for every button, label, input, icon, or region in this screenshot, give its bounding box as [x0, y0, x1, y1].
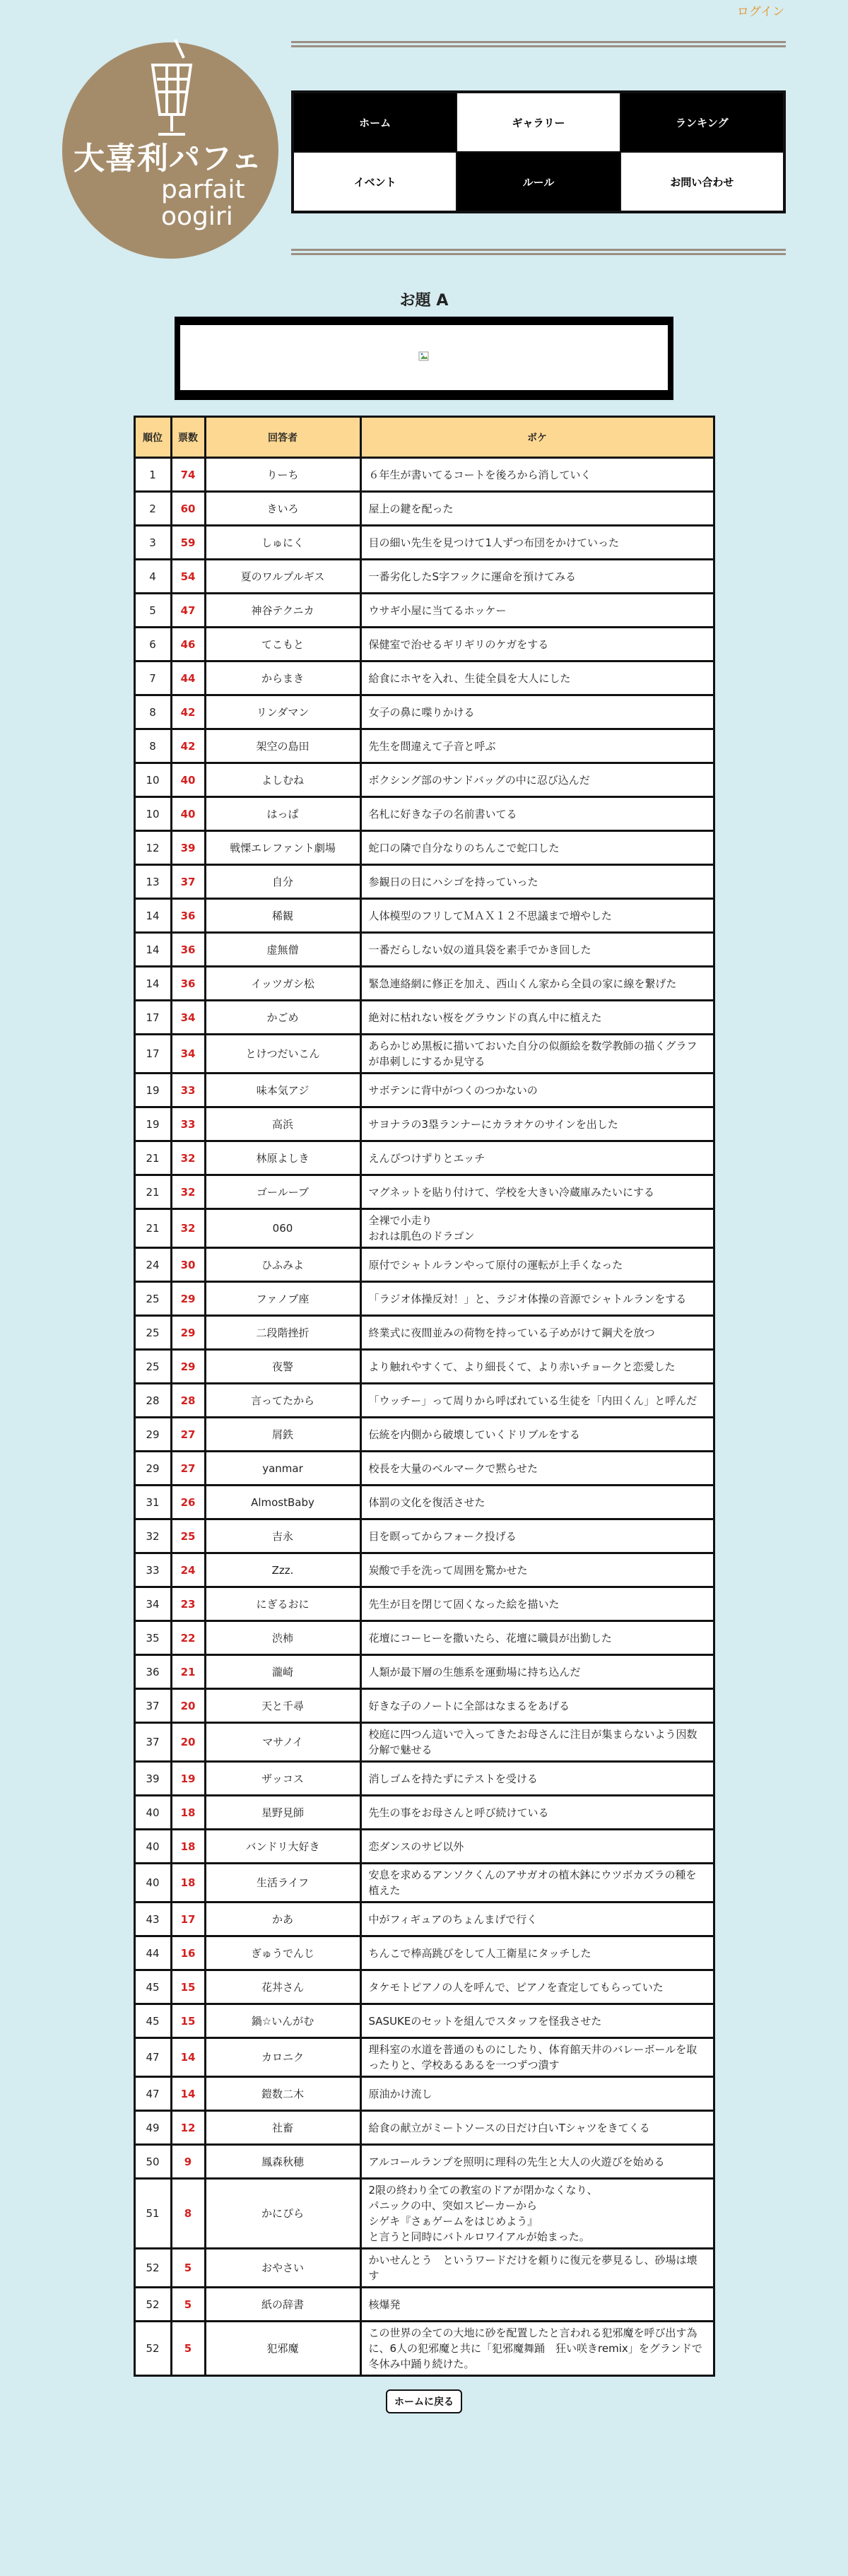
name-cell: かあ	[205, 1902, 360, 1936]
votes-cell: 17	[171, 1902, 205, 1936]
answer-cell: より触れやすくて、より細長くて、より赤いチョークと恋愛した	[360, 1350, 714, 1384]
name-cell: 虚無僧	[205, 933, 360, 967]
votes-cell: 40	[171, 797, 205, 831]
votes-cell: 46	[171, 628, 205, 661]
rank-cell: 14	[134, 967, 171, 1001]
name-cell: 天と千尋	[205, 1689, 360, 1723]
votes-cell: 29	[171, 1282, 205, 1316]
table-row	[134, 1902, 714, 1936]
answer-cell: 先生が目を閉じて固くなった絵を描いた	[360, 1587, 714, 1621]
nav-item[interactable]: ランキング	[620, 93, 784, 152]
topic-image-area	[180, 325, 668, 390]
answer-cell: マグネットを貼り付けて、学校を大きい冷蔵庫みたいにする	[360, 1175, 714, 1209]
table-row	[134, 1282, 714, 1316]
votes-cell: 18	[171, 1796, 205, 1830]
top-divider	[291, 41, 786, 47]
name-cell: 生活ライフ	[205, 1864, 360, 1902]
votes-cell: 44	[171, 661, 205, 695]
votes-cell: 42	[171, 729, 205, 763]
login-link[interactable]: ログイン	[736, 5, 784, 19]
rank-cell: 25	[134, 1282, 171, 1316]
name-cell: ファノブ座	[205, 1282, 360, 1316]
table-row	[134, 695, 714, 729]
rank-cell: 8	[134, 729, 171, 763]
votes-cell: 60	[171, 492, 205, 526]
answer-cell: タケモトピアノの人を呼んで、ピアノを査定してもらっていた	[360, 1970, 714, 2004]
logo-text-en: parfait oogiri	[161, 175, 245, 231]
answer-cell: 先生の事をお母さんと呼び続けている	[360, 1796, 714, 1830]
name-cell: にぎるおに	[205, 1587, 360, 1621]
answer-cell: SASUKEのセットを組んでスタッフを怪我させた	[360, 2004, 714, 2038]
votes-cell: 20	[171, 1689, 205, 1723]
name-cell: ひふみよ	[205, 1248, 360, 1282]
name-cell: AlmostBaby	[205, 1486, 360, 1519]
answer-cell: 花壇にコーヒーを撒いたら、花壇に職員が出勤した	[360, 1621, 714, 1655]
header-votes: 票数	[171, 417, 205, 458]
rank-cell: 10	[134, 763, 171, 797]
votes-cell: 26	[171, 1486, 205, 1519]
rank-cell: 8	[134, 695, 171, 729]
table-row	[134, 1418, 714, 1452]
table-row	[134, 1936, 714, 1970]
table-row	[134, 865, 714, 899]
table-row	[134, 492, 714, 526]
table-row	[134, 2322, 714, 2376]
table-row	[134, 1209, 714, 1248]
table-row	[134, 1553, 714, 1587]
table-row	[134, 1316, 714, 1350]
answer-cell: 中がフィギュアのちょんまげで行く	[360, 1902, 714, 1936]
rank-cell: 1	[134, 458, 171, 492]
parfait-cup-icon	[147, 37, 196, 146]
rank-cell: 37	[134, 1689, 171, 1723]
table-row	[134, 2179, 714, 2249]
nav-item[interactable]: イベント	[293, 152, 457, 211]
answer-cell: 蛇口の隣で自分なりのちんこで蛇口した	[360, 831, 714, 865]
answer-cell: アルコールランプを照明に理科の先生と大人の火遊びを始める	[360, 2145, 714, 2179]
rank-cell: 21	[134, 1175, 171, 1209]
name-cell: 神谷テクニカ	[205, 594, 360, 628]
table-row	[134, 729, 714, 763]
answer-cell: 好きな子のノートに全部はなまるをあげる	[360, 1689, 714, 1723]
rank-cell: 37	[134, 1723, 171, 1762]
votes-cell: 15	[171, 1970, 205, 2004]
answer-cell: 先生を間違えて子音と呼ぶ	[360, 729, 714, 763]
rank-cell: 24	[134, 1248, 171, 1282]
name-cell: 高浜	[205, 1107, 360, 1141]
table-row	[134, 1384, 714, 1418]
votes-cell: 59	[171, 526, 205, 560]
votes-cell: 29	[171, 1316, 205, 1350]
rank-cell: 47	[134, 2077, 171, 2111]
votes-cell: 16	[171, 1936, 205, 1970]
votes-cell: 74	[171, 458, 205, 492]
rank-cell: 6	[134, 628, 171, 661]
votes-cell: 14	[171, 2038, 205, 2077]
name-cell: しゅにく	[205, 526, 360, 560]
table-row	[134, 594, 714, 628]
table-row	[134, 1107, 714, 1141]
rank-cell: 29	[134, 1452, 171, 1486]
answer-cell: 終業式に夜間並みの荷物を持っている子めがけて鋼犬を放つ	[360, 1316, 714, 1350]
rank-cell: 32	[134, 1519, 171, 1553]
rank-cell: 36	[134, 1655, 171, 1689]
votes-cell: 39	[171, 831, 205, 865]
rank-cell: 21	[134, 1141, 171, 1175]
table-row	[134, 1796, 714, 1830]
table-row	[134, 1074, 714, 1107]
table-row	[134, 967, 714, 1001]
table-row	[134, 661, 714, 695]
rank-cell: 17	[134, 1001, 171, 1035]
name-cell: からまき	[205, 661, 360, 695]
rank-cell: 10	[134, 797, 171, 831]
answer-cell: 炭酸で手を洗って周囲を驚かせた	[360, 1553, 714, 1587]
rank-cell: 29	[134, 1418, 171, 1452]
votes-cell: 29	[171, 1350, 205, 1384]
table-row	[134, 1864, 714, 1902]
name-cell: 星野見師	[205, 1796, 360, 1830]
rank-cell: 31	[134, 1486, 171, 1519]
table-row	[134, 831, 714, 865]
rank-cell: 52	[134, 2322, 171, 2376]
answer-cell: 保健室で治せるギリギリのケガをする	[360, 628, 714, 661]
name-cell: リンダマン	[205, 695, 360, 729]
answer-cell: 恋ダンスのサビ以外	[360, 1830, 714, 1864]
table-row	[134, 2249, 714, 2288]
answer-cell: 校庭に四つん這いで入ってきたお母さんに注目が集まらないよう因数分解で魅せる	[360, 1723, 714, 1762]
rank-cell: 43	[134, 1902, 171, 1936]
name-cell: 紙の辞書	[205, 2288, 360, 2322]
answer-cell: 原付でシャトルランやって原付の運転が上手くなった	[360, 1248, 714, 1282]
name-cell: 犯邪魔	[205, 2322, 360, 2376]
answer-cell: サボテンに背中がつくのつかないの	[360, 1074, 714, 1107]
name-cell: 鳳森秋穂	[205, 2145, 360, 2179]
header-answer: ボケ	[360, 417, 714, 458]
name-cell: 吉永	[205, 1519, 360, 1553]
answer-cell: 目を瞑ってからフォーク投げる	[360, 1519, 714, 1553]
name-cell: バンドリ大好き	[205, 1830, 360, 1864]
answer-cell: ボクシング部のサンドバッグの中に忍び込んだ	[360, 763, 714, 797]
table-row	[134, 1452, 714, 1486]
rank-cell: 25	[134, 1316, 171, 1350]
answer-cell: ６年生が書いてるコートを後ろから消していく	[360, 458, 714, 492]
votes-cell: 47	[171, 594, 205, 628]
table-row	[134, 1519, 714, 1553]
back-home-button[interactable]: ホームに戻る	[386, 2389, 462, 2413]
answer-cell: 核爆発	[360, 2288, 714, 2322]
rank-cell: 40	[134, 1864, 171, 1902]
votes-cell: 36	[171, 899, 205, 933]
rank-cell: 39	[134, 1762, 171, 1796]
table-row	[134, 2111, 714, 2145]
votes-cell: 21	[171, 1655, 205, 1689]
table-row	[134, 797, 714, 831]
answer-cell: 緊急連絡網に修正を加え、西山くん家から全員の家に線を繋げた	[360, 967, 714, 1001]
rank-cell: 49	[134, 2111, 171, 2145]
answer-cell: 給食にホヤを入れ、生徒全員を大人にした	[360, 661, 714, 695]
name-cell: ぎゅうでんじ	[205, 1936, 360, 1970]
answer-cell: 理科室の水道を普通のものにしたり、体育館天井のバレーボールを取ったりと、学校あるあるを一つずつ潰す	[360, 2038, 714, 2077]
name-cell: 稀観	[205, 899, 360, 933]
answer-cell: 参観日の日にハシゴを持っていった	[360, 865, 714, 899]
name-cell: 060	[205, 1209, 360, 1248]
votes-cell: 12	[171, 2111, 205, 2145]
name-cell: 二段階挫折	[205, 1316, 360, 1350]
name-cell: Zzz.	[205, 1553, 360, 1587]
name-cell: イッツガシ松	[205, 967, 360, 1001]
rank-cell: 19	[134, 1074, 171, 1107]
votes-cell: 28	[171, 1384, 205, 1418]
rank-cell: 52	[134, 2288, 171, 2322]
name-cell: 瀧崎	[205, 1655, 360, 1689]
nav-item[interactable]: ホーム	[293, 93, 457, 152]
nav-item[interactable]: ルール	[457, 152, 620, 211]
table-row	[134, 1587, 714, 1621]
votes-cell: 30	[171, 1248, 205, 1282]
votes-cell: 5	[171, 2322, 205, 2376]
name-cell: 社畜	[205, 2111, 360, 2145]
answer-cell: 一番だらしない奴の道具袋を素手でかき回した	[360, 933, 714, 967]
header-name: 回答者	[205, 417, 360, 458]
votes-cell: 22	[171, 1621, 205, 1655]
votes-cell: 24	[171, 1553, 205, 1587]
name-cell: おやさい	[205, 2249, 360, 2288]
rank-cell: 4	[134, 560, 171, 594]
table-row	[134, 899, 714, 933]
table-row	[134, 1248, 714, 1282]
rank-cell: 14	[134, 899, 171, 933]
rank-cell: 3	[134, 526, 171, 560]
name-cell: 鍋☆いんがむ	[205, 2004, 360, 2038]
table-row	[134, 526, 714, 560]
ranking-table	[134, 416, 715, 2377]
table-row	[134, 628, 714, 661]
name-cell: てこもと	[205, 628, 360, 661]
rank-cell: 7	[134, 661, 171, 695]
name-cell: 渋柿	[205, 1621, 360, 1655]
answer-cell: 2限の終わり全ての教室のドアが閉かなくなり、 パニックの中、突如スピーカーから シゲキ『さぁゲームをはじめよう』 と言うと同時にバトルロワイアルが始まった。	[360, 2179, 714, 2249]
rank-cell: 40	[134, 1796, 171, 1830]
votes-cell: 37	[171, 865, 205, 899]
table-row	[134, 1830, 714, 1864]
votes-cell: 32	[171, 1175, 205, 1209]
name-cell: カロニク	[205, 2038, 360, 2077]
answer-cell: あらかじめ黒板に描いておいた自分の似顔絵を数学教師の描くグラフが串刺しにするか見守る	[360, 1035, 714, 1074]
votes-cell: 8	[171, 2179, 205, 2249]
votes-cell: 19	[171, 1762, 205, 1796]
answer-cell: 名札に好きな子の名前書いてる	[360, 797, 714, 831]
rank-cell: 50	[134, 2145, 171, 2179]
rank-cell: 13	[134, 865, 171, 899]
table-row	[134, 1689, 714, 1723]
table-row	[134, 1001, 714, 1035]
name-cell: よしむね	[205, 763, 360, 797]
rank-cell: 40	[134, 1830, 171, 1864]
name-cell: 戦慄エレファント劇場	[205, 831, 360, 865]
table-row	[134, 763, 714, 797]
rank-cell: 51	[134, 2179, 171, 2249]
rank-cell: 33	[134, 1553, 171, 1587]
table-row	[134, 2077, 714, 2111]
votes-cell: 33	[171, 1074, 205, 1107]
answer-cell: 安息を求めるアンソクくんのアサガオの植木鉢にウツボカズラの種を植えた	[360, 1864, 714, 1902]
votes-cell: 18	[171, 1864, 205, 1902]
answer-cell: サヨナラの3塁ランナーにカラオケのサインを出した	[360, 1107, 714, 1141]
rank-cell: 35	[134, 1621, 171, 1655]
page-title: お題 A	[399, 292, 449, 310]
votes-cell: 14	[171, 2077, 205, 2111]
table-row	[134, 1350, 714, 1384]
bottom-divider	[291, 249, 786, 255]
header-rank: 順位	[134, 417, 171, 458]
rank-cell: 45	[134, 2004, 171, 2038]
footer	[0, 2389, 848, 2425]
name-cell: yanmar	[205, 1452, 360, 1486]
rank-cell: 28	[134, 1384, 171, 1418]
main-nav	[291, 90, 786, 213]
rank-cell: 14	[134, 933, 171, 967]
rank-cell: 2	[134, 492, 171, 526]
votes-cell: 20	[171, 1723, 205, 1762]
answer-cell: 伝統を内側から破壊していくドリブルをする	[360, 1418, 714, 1452]
votes-cell: 34	[171, 1001, 205, 1035]
rank-cell: 21	[134, 1209, 171, 1248]
table-row	[134, 1621, 714, 1655]
votes-cell: 15	[171, 2004, 205, 2038]
name-cell: 夏のワルプルギス	[205, 560, 360, 594]
name-cell: 言ってたから	[205, 1384, 360, 1418]
rank-cell: 52	[134, 2249, 171, 2288]
votes-cell: 40	[171, 763, 205, 797]
name-cell: 鎧数二木	[205, 2077, 360, 2111]
votes-cell: 23	[171, 1587, 205, 1621]
table-row	[134, 2004, 714, 2038]
votes-cell: 25	[171, 1519, 205, 1553]
votes-cell: 54	[171, 560, 205, 594]
rank-cell: 47	[134, 2038, 171, 2077]
answer-cell: 目の細い先生を見つけて1人ずつ布団をかけていった	[360, 526, 714, 560]
rank-cell: 17	[134, 1035, 171, 1074]
site-header	[0, 0, 848, 276]
name-cell: きいろ	[205, 492, 360, 526]
votes-cell: 5	[171, 2249, 205, 2288]
votes-cell: 36	[171, 967, 205, 1001]
table-row	[134, 1035, 714, 1074]
votes-cell: 27	[171, 1452, 205, 1486]
name-cell: 架空の島田	[205, 729, 360, 763]
table-row	[134, 1486, 714, 1519]
votes-cell: 5	[171, 2288, 205, 2322]
answer-cell: 人類が最下層の生態系を運動場に持ち込んだ	[360, 1655, 714, 1689]
table-row	[134, 458, 714, 492]
name-cell: かにぴら	[205, 2179, 360, 2249]
answer-cell: 全裸で小走り おれは肌色のドラゴン	[360, 1209, 714, 1248]
answer-cell: 一番劣化したS字フックに運命を預けてみる	[360, 560, 714, 594]
broken-image-icon	[418, 351, 430, 365]
name-cell: 夜警	[205, 1350, 360, 1384]
answer-cell: 消しゴムを持たずにテストを受ける	[360, 1762, 714, 1796]
answer-cell: 体罰の文化を復活させた	[360, 1486, 714, 1519]
rank-cell: 25	[134, 1350, 171, 1384]
rank-cell: 45	[134, 1970, 171, 2004]
answer-cell: 絶対に枯れない桜をグラウンドの真ん中に植えた	[360, 1001, 714, 1035]
nav-item[interactable]: お問い合わせ	[620, 152, 784, 211]
table-row	[134, 1762, 714, 1796]
answer-cell: かいせんとう というワードだけを頼りに復元を夢見るし、砂場は壊す	[360, 2249, 714, 2288]
name-cell: ゴールーブ	[205, 1175, 360, 1209]
rank-cell: 12	[134, 831, 171, 865]
name-cell: りーち	[205, 458, 360, 492]
nav-item[interactable]: ギャラリー	[457, 93, 620, 152]
name-cell: はっぱ	[205, 797, 360, 831]
answer-cell: この世界の全ての大地に砂を配置したと言われる犯邪魔を呼び出す為に、6人の犯邪魔と共に「犯邪魔舞踊 狂い咲きremix」をグランドで冬休み中踊り続けた。	[360, 2322, 714, 2376]
rank-cell: 5	[134, 594, 171, 628]
votes-cell: 32	[171, 1209, 205, 1248]
answer-cell: ちんこで棒高跳びをして人工衛星にタッチした	[360, 1936, 714, 1970]
table-row	[134, 2288, 714, 2322]
table-row	[134, 1723, 714, 1762]
name-cell: マサノイ	[205, 1723, 360, 1762]
name-cell: ザッコス	[205, 1762, 360, 1796]
table-row	[134, 1141, 714, 1175]
table-header-row	[134, 417, 714, 458]
name-cell: 花丼さん	[205, 1970, 360, 2004]
votes-cell: 9	[171, 2145, 205, 2179]
votes-cell: 32	[171, 1141, 205, 1175]
votes-cell: 33	[171, 1107, 205, 1141]
answer-cell: ウサギ小屋に当てるホッケー	[360, 594, 714, 628]
name-cell: 自分	[205, 865, 360, 899]
topic-banner	[175, 317, 673, 400]
answer-cell: 校長を大量のベルマークで黙らせた	[360, 1452, 714, 1486]
rank-cell: 34	[134, 1587, 171, 1621]
votes-cell: 18	[171, 1830, 205, 1864]
name-cell: とけつだいこん	[205, 1035, 360, 1074]
name-cell: 味本気アジ	[205, 1074, 360, 1107]
answer-cell: 「ウッチー」って周りから呼ばれている生徒を「内田くん」と呼んだ	[360, 1384, 714, 1418]
logo-text-jp: 大喜利パフェ	[73, 141, 263, 177]
name-cell: かごめ	[205, 1001, 360, 1035]
table-row	[134, 2145, 714, 2179]
rank-cell: 44	[134, 1936, 171, 1970]
votes-cell: 42	[171, 695, 205, 729]
site-logo[interactable]	[62, 42, 278, 259]
votes-cell: 36	[171, 933, 205, 967]
table-row	[134, 560, 714, 594]
table-row	[134, 2038, 714, 2077]
table-row	[134, 1970, 714, 2004]
votes-cell: 27	[171, 1418, 205, 1452]
table-row	[134, 1175, 714, 1209]
answer-cell: 人体模型のフリしてＭＡＸ１２不思議まで増やした	[360, 899, 714, 933]
answer-cell: 屋上の鍵を配った	[360, 492, 714, 526]
answer-cell: 給食の献立がミートソースの日だけ白いTシャツをきてくる	[360, 2111, 714, 2145]
name-cell: 林原よしき	[205, 1141, 360, 1175]
name-cell: 屑鉄	[205, 1418, 360, 1452]
rank-cell: 19	[134, 1107, 171, 1141]
answer-cell: 「ラジオ体操反対！」と、ラジオ体操の音源でシャトルランをする	[360, 1282, 714, 1316]
table-row	[134, 1655, 714, 1689]
answer-cell: 女子の鼻に喋りかける	[360, 695, 714, 729]
answer-cell: 原油かけ流し	[360, 2077, 714, 2111]
votes-cell: 34	[171, 1035, 205, 1074]
answer-cell: えんぴつけずりとエッチ	[360, 1141, 714, 1175]
table-row	[134, 933, 714, 967]
